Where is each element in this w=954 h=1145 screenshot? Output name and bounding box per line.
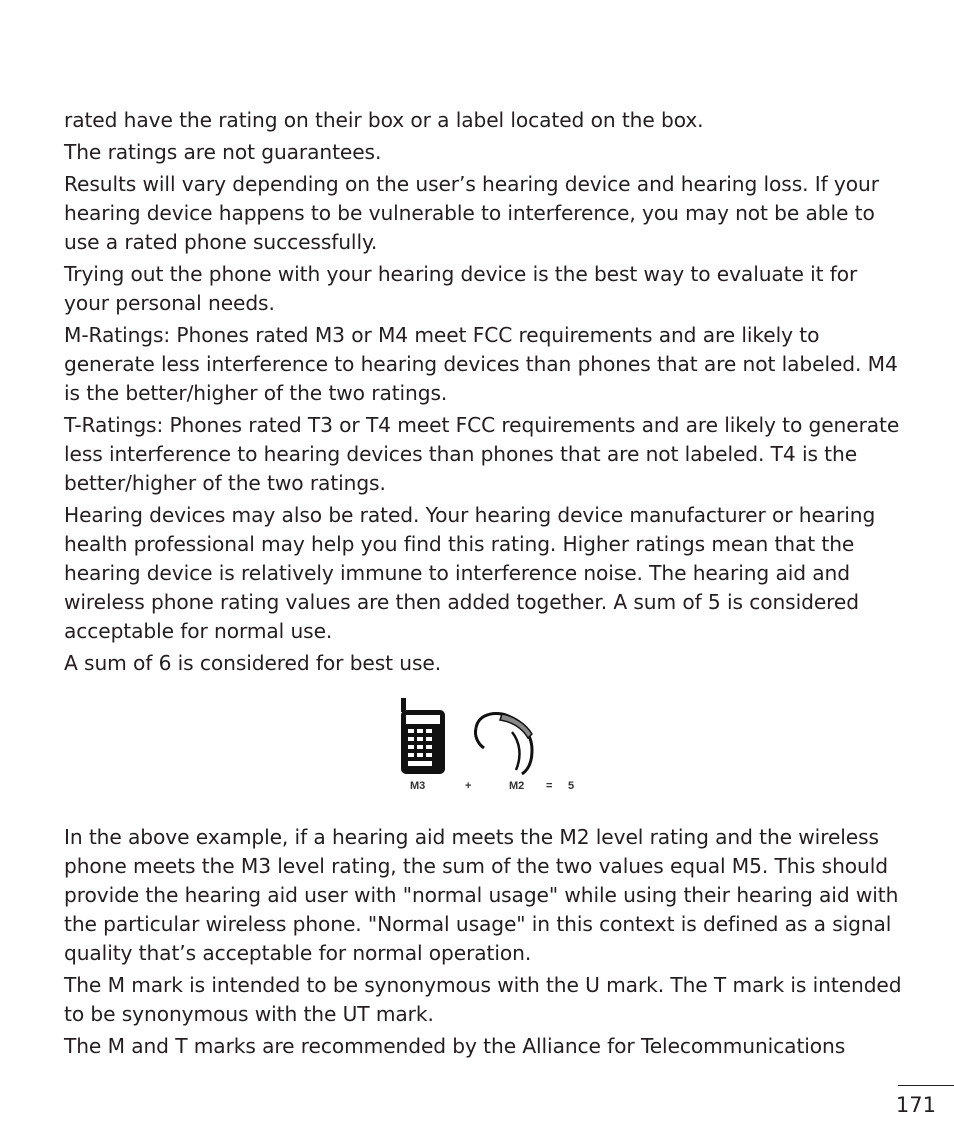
paragraph: In the above example, if a hearing aid meets the M2 level rating and the wireless phone meets the M3 level rating, the sum of the two values equal M5. This should provide the hearing aid user with "normal usage" while using their hearing aid with the particular wireless phone. "Normal usage" in this context is defined as a signal quality that’s acceptable for normal operation. [64,825,899,965]
paragraph: Results will vary depending on the user’s hearing device and hearing loss. If your hearing device happens to be vulnerable to interference, you may not be able to use a rated phone successfully. [64,172,879,254]
paragraph: A sum of 6 is considered for best use. [64,651,442,675]
rating-example-figure [398,698,588,794]
phone-rating-label: M3 [410,780,426,792]
paragraph: Hearing devices may also be rated. Your hearing device manufacturer or hearing health professional may help you find this rating. Higher ratings mean that the hearing device is relatively immune to interference noise. The hearing aid and wireless phone rating values are then added together. A sum of 5 is considered acceptable for normal use. [64,503,876,643]
body-text-top [64,106,904,681]
plus-sign: + [465,780,472,792]
phone-icon [401,698,445,774]
equals-sign: = [546,780,553,792]
page-number: 171 [895,1093,936,1117]
paragraph: T-Ratings: Phones rated T3 or T4 meet FCC requirements and are likely to generate less interference to hearing devices than phones that are not labeled. T4 is the better/higher of the two ratings. [64,413,900,495]
paragraph: The ratings are not guarantees. [64,140,382,164]
sum-value: 5 [568,780,575,792]
paragraph: The M mark is intended to be synonymous with the U mark. The T mark is intended to be synonymous with the UT mark. [64,973,902,1026]
paragraph: rated have the rating on their box or a label located on the box. [64,108,704,132]
page-number-rule [898,1085,954,1086]
hearing-aid-icon [475,714,532,774]
paragraph: The M and T marks are recommended by the Alliance for Telecommunications [64,1034,846,1058]
paragraph: M-Ratings: Phones rated M3 or M4 meet FCC requirements and are likely to generate less interference to hearing devices than phones that are not labeled. M4 is the better/higher of the two ratings. [64,323,898,405]
rating-example-svg [398,698,588,794]
body-text-bottom [64,823,904,1064]
hearing-aid-rating-label: M2 [509,780,525,792]
paragraph: Trying out the phone with your hearing device is the best way to evaluate it for your personal needs. [64,262,858,315]
